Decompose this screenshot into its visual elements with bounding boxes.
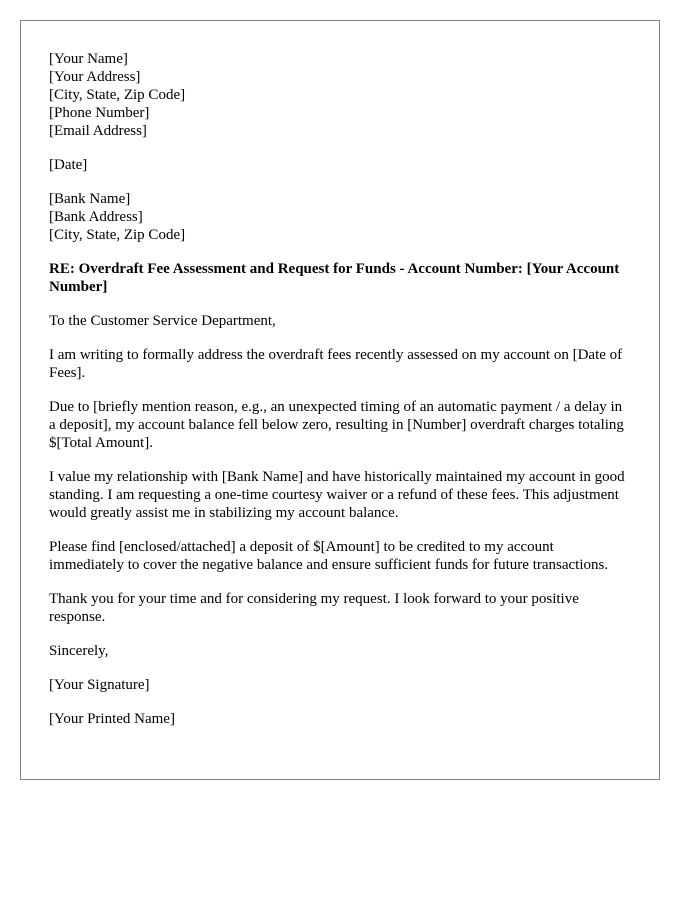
- sender-email: [Email Address]: [49, 123, 147, 139]
- signature: [Your Signature]: [49, 677, 150, 693]
- body-paragraph-2: Due to [briefly mention reason, e.g., an unexpected timing of an automatic payment / a delay in a deposit], my account balance fell below zero, resulting in [Number] overdraft charges totaling $[Total Amount].: [49, 399, 624, 451]
- closing: Sincerely,: [49, 643, 109, 659]
- printed-name: [Your Printed Name]: [49, 711, 175, 727]
- body-paragraph-1: I am writing to formally address the overdraft fees recently assessed on my account on [Date of Fees].: [49, 347, 623, 381]
- recipient-block: [49, 190, 631, 244]
- sender-name: [Your Name]: [49, 51, 128, 67]
- body-paragraph-4: Please find [enclosed/attached] a deposit of $[Amount] to be credited to my account immediately to cover the negative balance and ensure sufficient funds for future transactions.: [49, 539, 609, 573]
- body-paragraph-5: Thank you for your time and for considering my request. I look forward to your positive response.: [49, 591, 579, 625]
- recipient-bank-name: [Bank Name]: [49, 191, 131, 207]
- letter-date: [Date]: [49, 157, 88, 173]
- letter-page: [20, 20, 660, 780]
- salutation: To the Customer Service Department,: [49, 313, 276, 329]
- sender-address: [Your Address]: [49, 69, 141, 85]
- sender-city-state-zip: [City, State, Zip Code]: [49, 87, 186, 103]
- body-paragraph-3: I value my relationship with [Bank Name] and have historically maintained my account in good standing. I am requesting a one-time courtesy waiver or a refund of these fees. This adjustment would greatly assist me in stabilizing my account balance.: [49, 469, 625, 521]
- sender-block: [49, 50, 631, 140]
- sender-phone: [Phone Number]: [49, 105, 150, 121]
- recipient-bank-address: [Bank Address]: [49, 209, 143, 225]
- date-block: [49, 156, 631, 174]
- recipient-city-state-zip: [City, State, Zip Code]: [49, 227, 186, 243]
- subject-line: RE: Overdraft Fee Assessment and Request for Funds - Account Number: [Your Account Number]: [49, 261, 620, 295]
